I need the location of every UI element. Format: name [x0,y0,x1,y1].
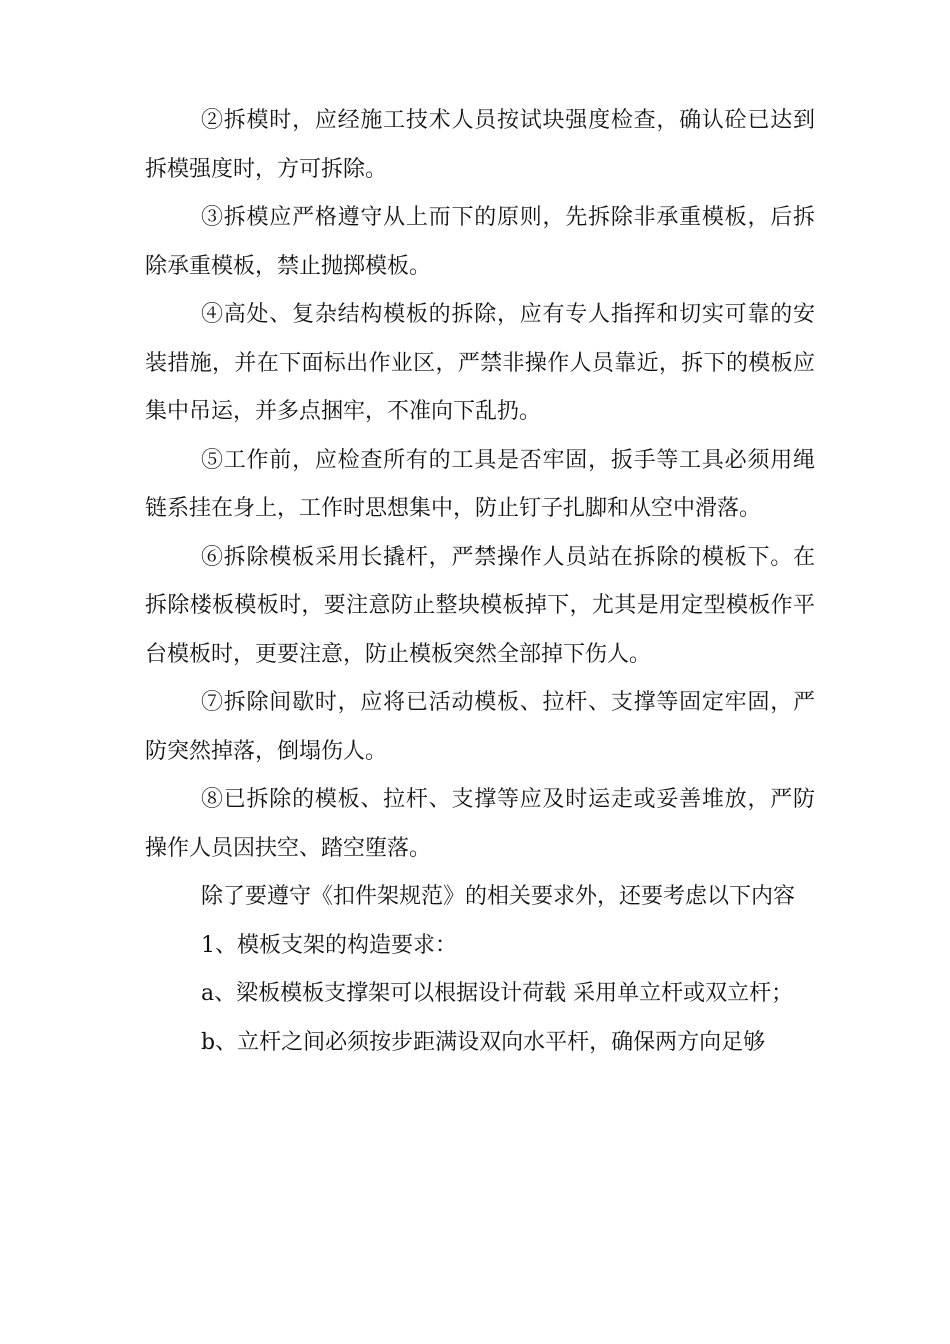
document-body [145,97,815,1067]
paragraph-high-structure-removal: ④高处、复杂结构模板的拆除，应有专人指挥和切实可靠的安装措施，并在下面标出作业区，严禁非操作人员靠近，拆下的模板应集中吊运，并多点捆牢，不准向下乱扔。 [145,302,815,424]
paragraph-demolition-order: ③拆模应严格遵守从上而下的原则，先拆除非承重模板，后拆除承重模板，禁止抛掷模板。 [145,205,815,279]
section-heading-support-structure: 1、模板支架的构造要求： [201,932,457,958]
paragraph-tool-check: ⑤工作前，应检查所有的工具是否牢固，扳手等工具必须用绳链系挂在身上，工作时思想集中，防止钉子扎脚和从空中滑落。 [145,447,815,521]
paragraph-break-fixing: ⑦拆除间歇时，应将已活动模板、拉杆、支撑等固定牢固，严防突然掉落，倒塌伤人。 [145,690,815,764]
paragraph-demolition-strength: ②拆模时，应经施工技术人员按试块强度检查，确认砼已达到拆模强度时，方可拆除。 [145,108,815,182]
paragraph-pry-bar: ⑥拆除模板采用长撬杆，严禁操作人员站在拆除的模板下。在拆除楼板模板时，要注意防止整块模板掉下，尤其是用定型模板作平台模板时，更要注意，防止模板突然全部掉下伤人。 [145,544,815,667]
list-item-a: a、梁板模板支撑架可以根据设计荷载 采用单立杆或双立杆； [201,981,794,1006]
paragraph-spec-intro: 除了要遵守《扣件架规范》的相关要求外，还要考虑以下内容 [201,884,796,909]
list-item-b: b、立杆之间必须按步距满设双向水平杆，确保两方向足够 [201,1029,766,1055]
paragraph-material-stacking: ⑧已拆除的模板、拉杆、支撑等应及时运走或妥善堆放，严防操作人员因扶空、踏空堕落。 [145,787,815,861]
